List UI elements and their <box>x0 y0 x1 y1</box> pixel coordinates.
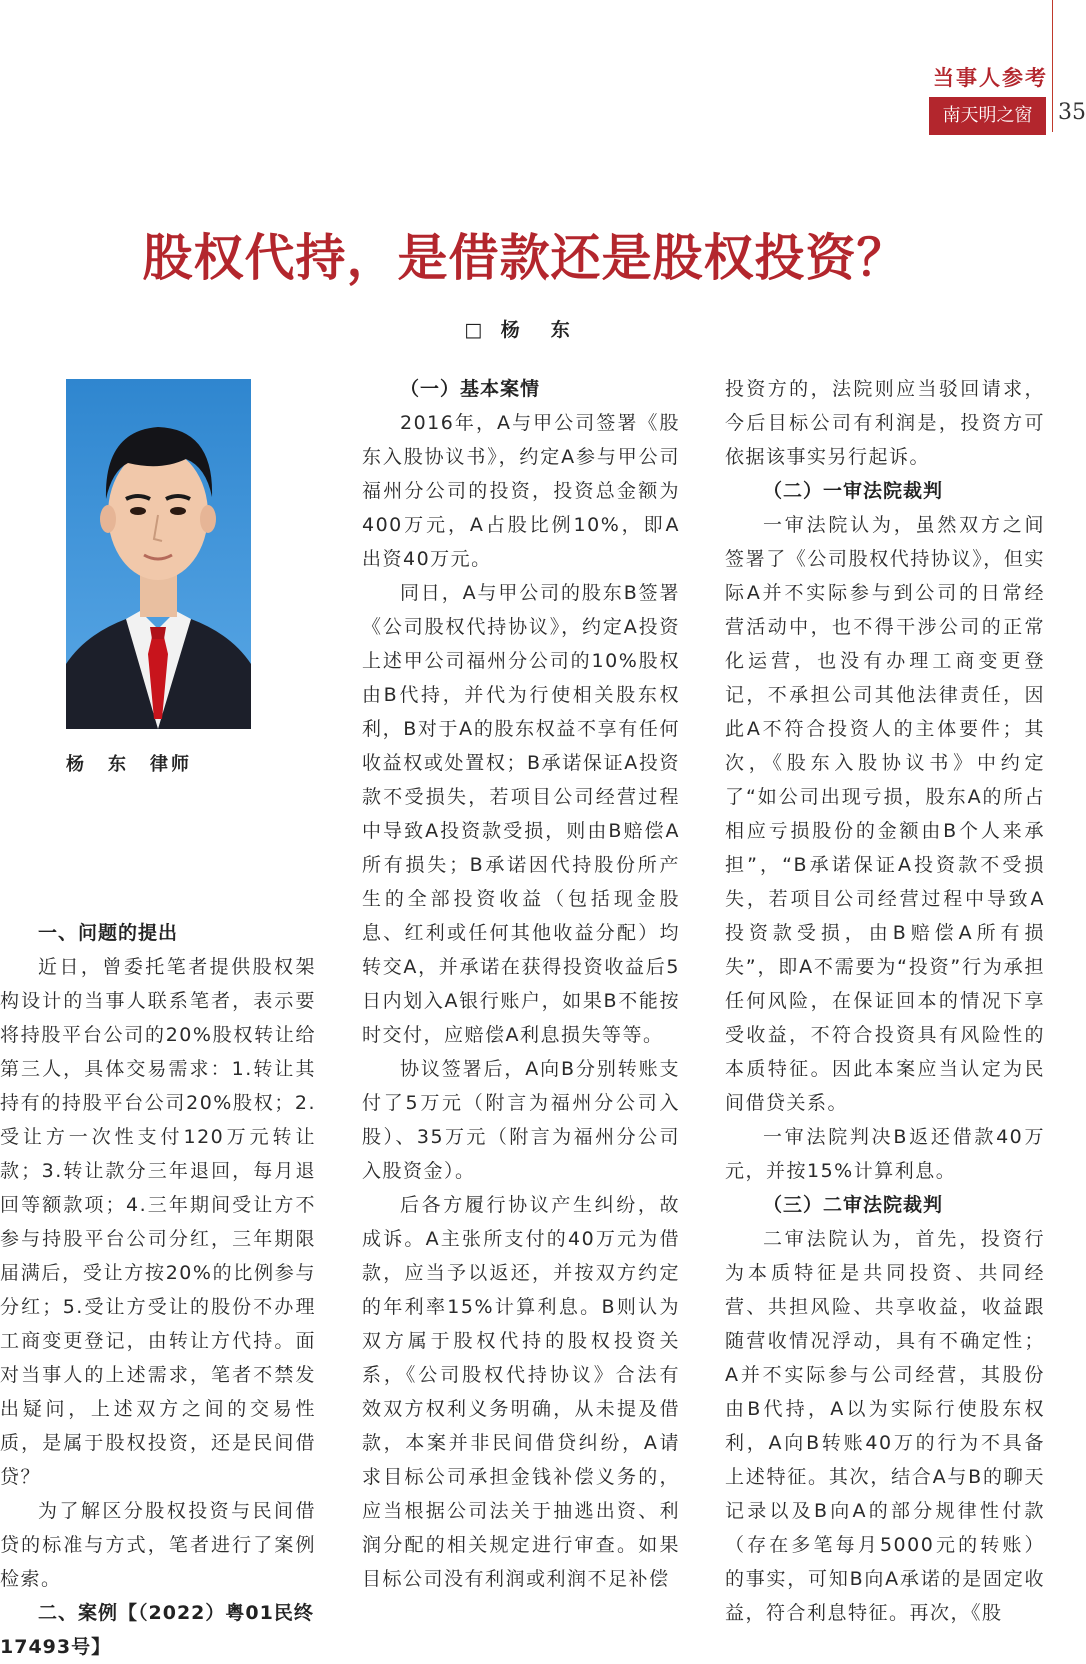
body-paragraph: 2016年，A与甲公司签署《股东入股协议书》，约定A参与甲公司福州分公司的投资，投资总金额为400万元，A占股比例10%，即A出资40万元。 <box>362 412 680 570</box>
body-paragraph: 后各方履行协议产生纠纷，故成诉。A主张所支付的40万元为借款，应当予以返还，并按双方约定的年利率15%计算利息。B则认为双方属于股权代持的股权投资关系，《公司股权代持协议》合法有效双方权利义务明确，从未提及借款，本案并非民间借贷纠纷，A请求目标公司承担金钱补偿义务的，应当根据公司法关于抽逃出资、利润分配的相关规定进行审查。如果目标公司没有利润或利润不足补偿 <box>362 1194 680 1590</box>
section-heading: 二、案例【（2022）粤01民终17493号】 <box>0 1602 314 1658</box>
author-portrait <box>66 379 251 729</box>
text-column-2 <box>362 372 680 1596</box>
section-title: 当事人参考 <box>933 66 1048 90</box>
body-paragraph: 近日，曾委托笔者提供股权架构设计的当事人联系笔者，表示要将持股平台公司的20%股权转让给第三人，具体交易需求：1.转让其持有的持股平台公司20%股权；2.受让方一次性支付120万元转让款；3.转让款分三年退回，每月退回等额款项；4.三年期间受让方不参与持股平台公司分红，三年期限届满后，受让方按20%的比例参与分红；5.受让方受让的股份不办理工商变更登记，由转让方代持。面对当事人的上述需求，笔者不禁发出疑问，上述双方之间的交易性质，是属于股权投资，还是民间借贷？ <box>0 956 316 1488</box>
article-author: □ 杨 东 <box>464 319 576 341</box>
portrait-caption: 杨 东 律师 <box>66 754 192 775</box>
body-paragraph: 为了解区分股权投资与民间借贷的标准与方式，笔者进行了案例检索。 <box>0 1500 316 1590</box>
body-paragraph: 一审法院判决B返还借款40万元，并按15%计算利息。 <box>725 1126 1045 1182</box>
article-title: 股权代持，是借款还是股权投资？ <box>142 229 908 287</box>
subsection-heading: （一）基本案情 <box>400 378 541 400</box>
subsection-heading: （三）二审法院裁判 <box>763 1194 944 1216</box>
body-paragraph: 投资方的，法院则应当驳回请求，今后目标公司有利润是，投资方可依据该事实另行起诉。 <box>725 378 1045 468</box>
header-rule <box>1052 0 1053 132</box>
body-paragraph: 二审法院认为，首先，投资行为本质特征是共同投资、共同经营、共担风险、共享收益，收益跟随营收情况浮动，具有不确定性；A并不实际参与公司经营，其股份由B代持，A以为实际行使股东权利，A向B转账40万的行为不具备上述特征。其次，结合A与B的聊天记录以及B向A的部分规律性付款（存在多笔每月5000元的转账）的事实，可知B向A承诺的是固定收益，符合利息特征。再次，《股 <box>725 1228 1045 1624</box>
body-paragraph: 协议签署后，A向B分别转账支付了5万元（附言为福州分公司入股）、35万元（附言为福州分公司入股资金）。 <box>362 1058 680 1182</box>
subsection-heading: （二）一审法院裁判 <box>763 480 944 502</box>
section-heading: 一、问题的提出 <box>38 922 179 944</box>
column-badge: 南天明之窗 <box>929 97 1046 135</box>
body-paragraph: 一审法院认为，虽然双方之间签署了《公司股权代持协议》，但实际A并不实际参与到公司的日常经营活动中，也不得干涉公司的正常化运营，也没有办理工商变更登记，不承担公司其他法律责任，因此A不符合投资人的主体要件；其次，《股东入股协议书》中约定了“如公司出现亏损，股东A的所占相应亏损股份的金额由B个人来承担”，“B承诺保证A投资款不受损失，若项目公司经营过程中导致A投资款受损，由B赔偿A所有损失”，即A不需要为“投资”行为承担任何风险，在保证回本的情况下享受收益，不符合投资具有风险性的本质特征。因此本案应当认定为民间借贷关系。 <box>725 514 1045 1114</box>
page-number: 35 <box>1058 100 1086 125</box>
body-paragraph: 同日，A与甲公司的股东B签署《公司股权代持协议》，约定A投资上述甲公司福州分公司的10%股权由B代持，并代为行使相关股东权利，B对于A的股东权益不享有任何收益权或处置权；B承诺保证A投资款不受损失，若项目公司经营过程中导致A投资款受损，则由B赔偿A所有损失；B承诺因代持股份所产生的全部投资收益（包括现金股息、红利或任何其他收益分配）均转交A，并承诺在获得投资收益后5日内划入A银行账户，如果B不能按时交付，应赔偿A利息损失等等。 <box>362 582 680 1046</box>
text-column-3 <box>725 372 1045 1630</box>
text-column-1 <box>0 916 316 1664</box>
